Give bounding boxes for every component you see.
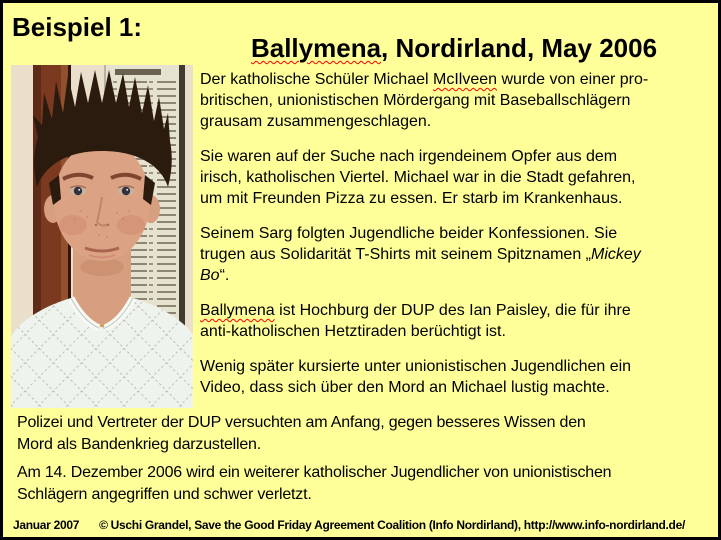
text-line — [200, 69, 721, 90]
text-line: grausam zusammengeschlagen. — [200, 113, 432, 130]
slide-title — [193, 33, 715, 64]
text-line: Seinem Sarg folgten Jugendliche beider Konfessionen. Sie — [200, 225, 618, 242]
portrait-photo — [11, 65, 193, 408]
p3-l2-pre: trugen aus Solidarität T-Shirts mit seinem Spitznamen „ — [200, 246, 591, 263]
p3-l3-post: “. — [219, 267, 230, 284]
misspelled-word-mcilveen: McIlveen — [433, 71, 498, 88]
nickname-italic: Bo — [200, 267, 220, 284]
text-line: Am 14. Dezember 2006 wird ein weiterer katholischer Jugendlicher von unionistischen — [17, 464, 612, 481]
title-rest: , Nordirland, May 2006 — [381, 33, 658, 63]
bottom-text-block — [17, 412, 719, 512]
text-line: um mit Freunden Pizza zu essen. Er starb im Krankenhaus. — [200, 190, 623, 207]
text-line — [200, 300, 721, 321]
paragraph-3 — [200, 223, 721, 286]
p1-l1-pre: Der katholische Schüler Michael — [200, 71, 433, 88]
paragraph-7 — [17, 462, 719, 506]
title-misspelled-word: Ballymena — [250, 33, 382, 63]
p4-l1-post: ist Hochburg der DUP des Ian Paisley, die für ihre — [274, 302, 631, 319]
text-line: anti-katholischen Hetztiraden berüchtigt ist. — [200, 323, 506, 340]
p1-l1-post: wurde von einer pro- — [497, 71, 649, 88]
article-text-block — [200, 69, 721, 412]
paragraph-1 — [200, 69, 721, 132]
slide-heading: Beispiel 1: — [12, 12, 143, 42]
paragraph-6 — [17, 412, 719, 456]
text-line: Schlägern angegriffen und schwer verletzt. — [17, 486, 312, 503]
text-line: Wenig später kursierte unter unionistischen Jugendlichen ein — [200, 358, 632, 375]
footer — [13, 518, 719, 532]
text-line: irisch, katholischen Viertel. Michael war in die Stadt gefahren, — [200, 169, 636, 186]
misspelled-word-ballymena: Ballymena — [200, 302, 275, 319]
paragraph-4 — [200, 300, 721, 342]
text-line — [200, 265, 721, 286]
footer-date: Januar 2007 — [13, 518, 80, 532]
text-line: Sie waren auf der Suche nach irgendeinem Opfer aus dem — [200, 148, 618, 165]
footer-credit: © Uschi Grandel, Save the Good Friday Agreement Coalition (Info Nordirland), http://www.info-nordirland.de/ — [99, 518, 685, 532]
text-line: Video, dass sich über den Mord an Michael lustig machte. — [200, 379, 610, 396]
nickname-italic: Mickey — [590, 246, 641, 263]
text-line: Polizei und Vertreter der DUP versuchten am Anfang, gegen besseres Wissen den — [17, 414, 586, 431]
text-line — [200, 244, 721, 265]
text-line: Mord als Bandenkrieg darzustellen. — [17, 436, 262, 453]
paragraph-2 — [200, 146, 721, 209]
paragraph-5 — [200, 356, 721, 398]
text-line: britischen, unionistischen Mördergang mit Baseballschlägern — [200, 92, 631, 109]
